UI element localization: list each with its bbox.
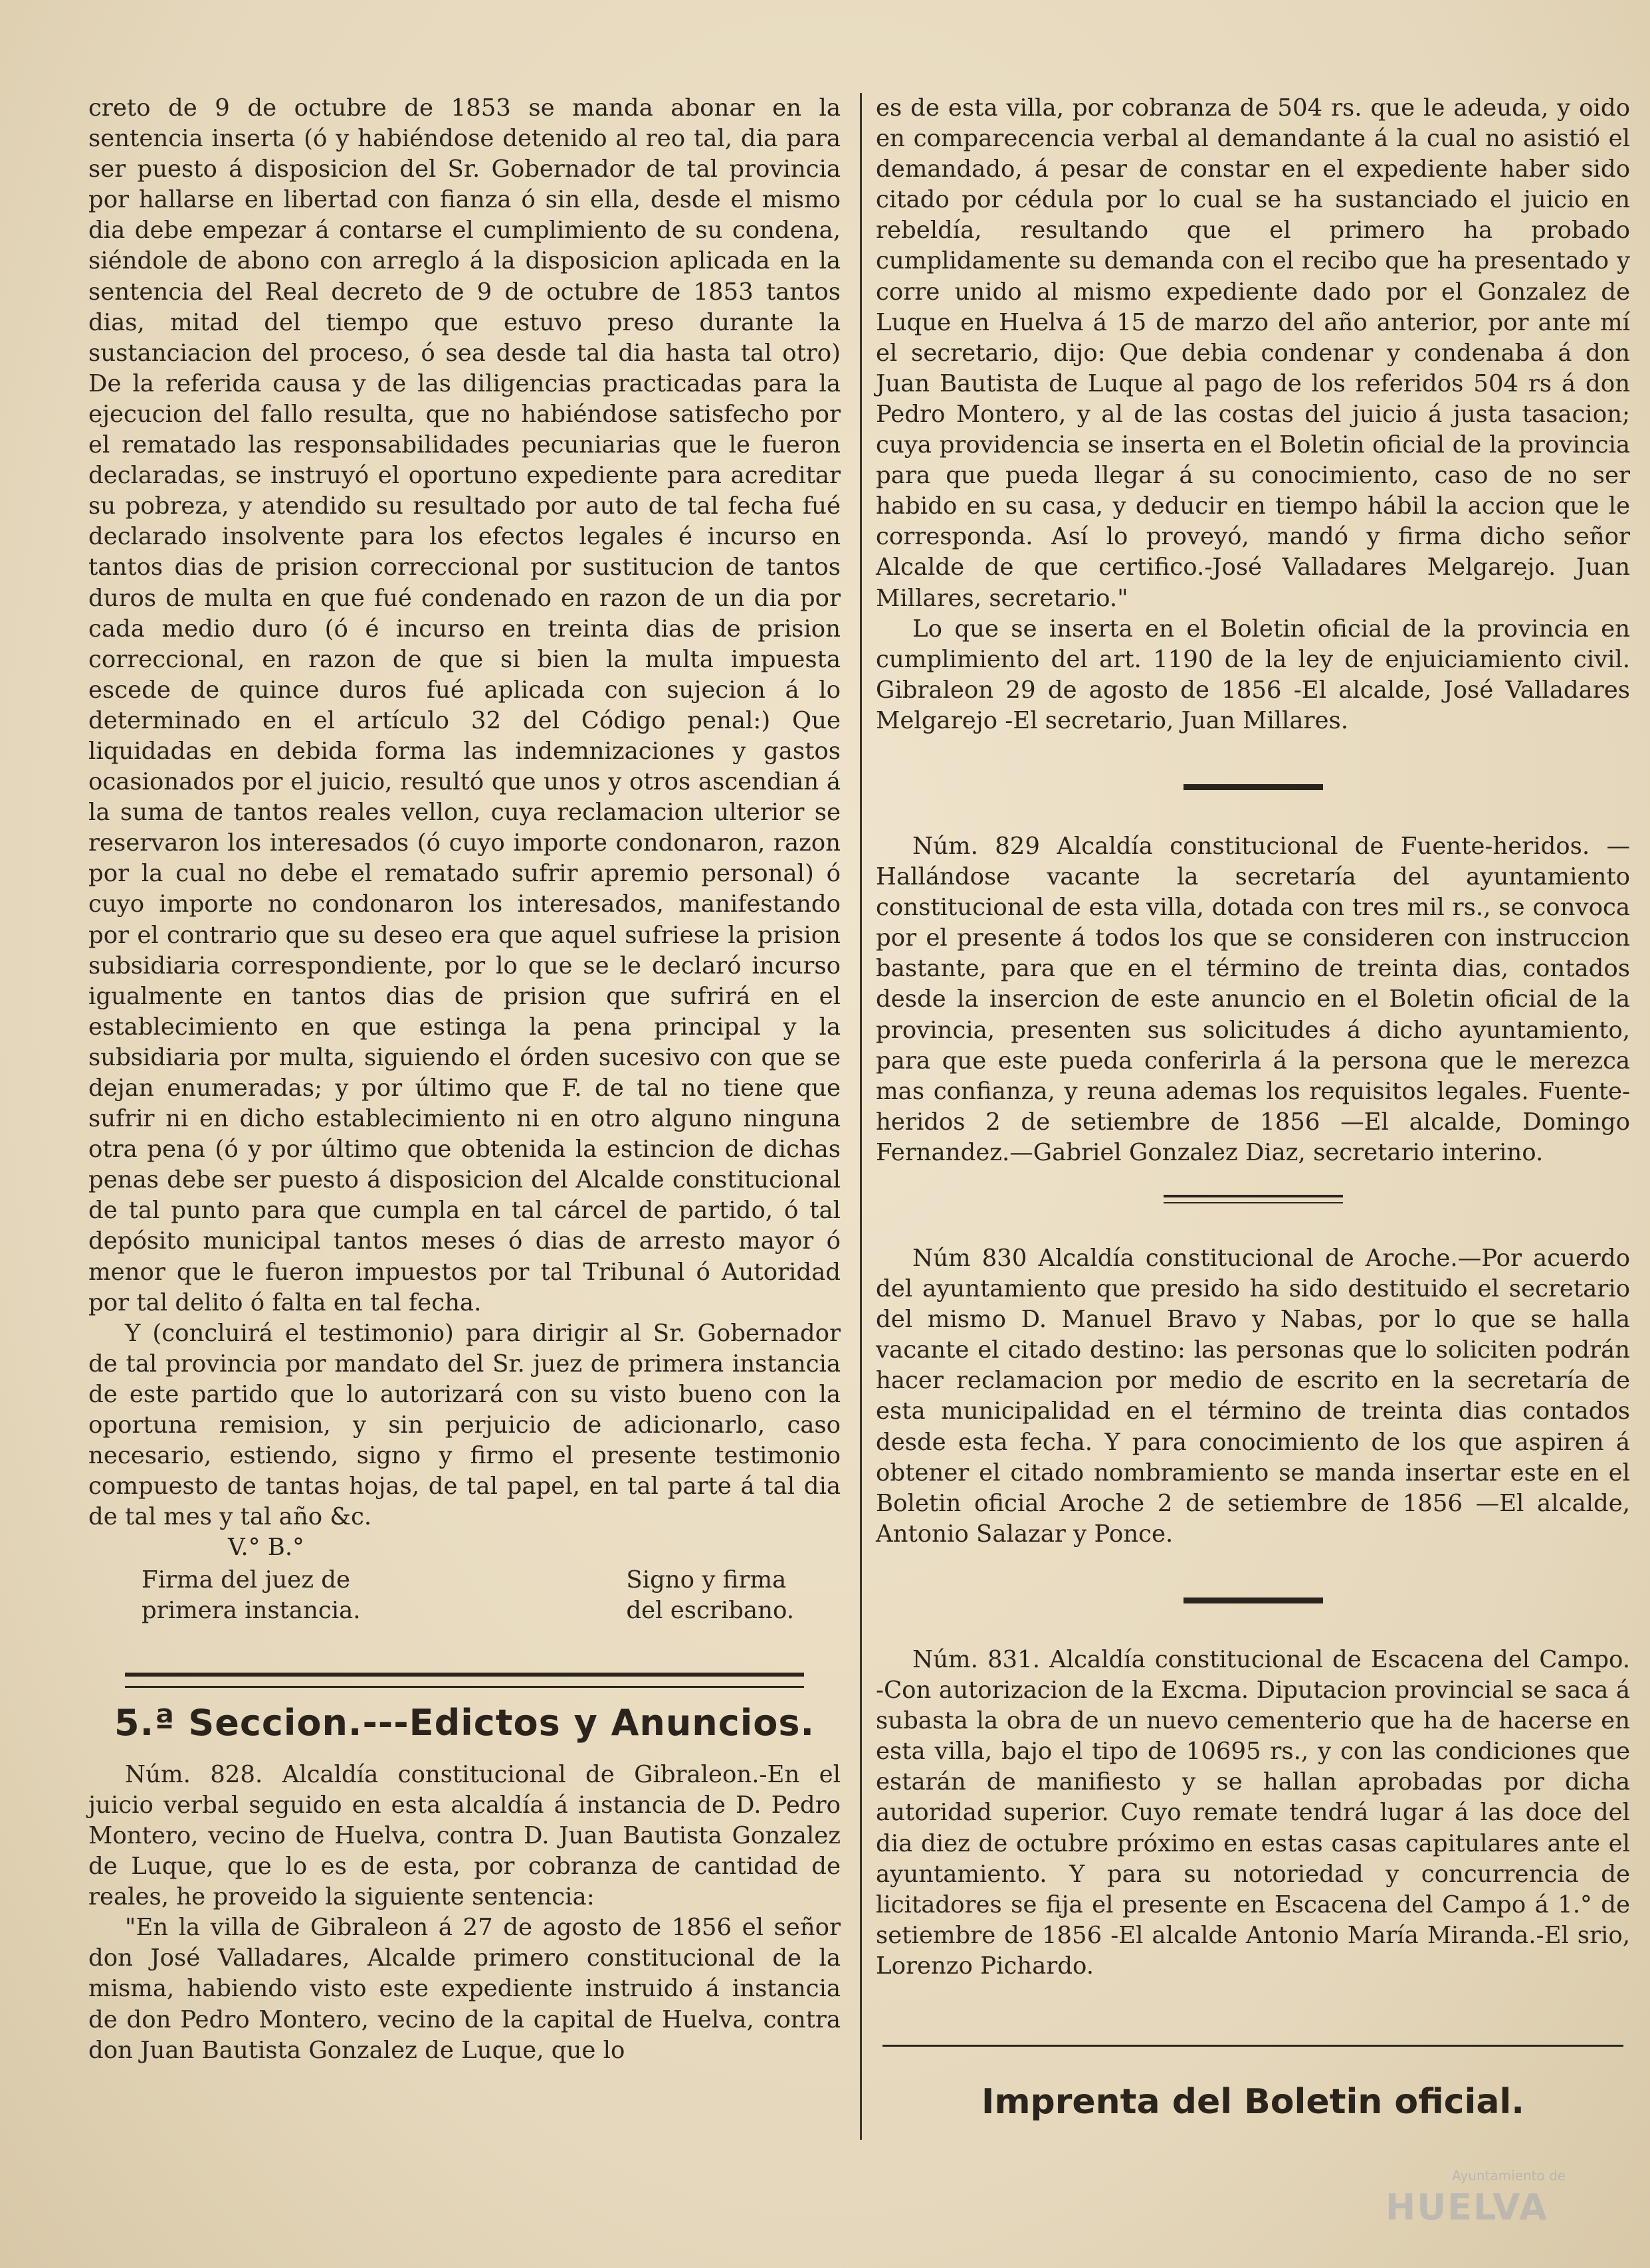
- archive-watermark: HUELVA: [1386, 2186, 1548, 2228]
- right-column: [876, 93, 1631, 2122]
- notice-number: Núm. 829: [912, 832, 1040, 860]
- signature-notary: [626, 1565, 794, 1626]
- body-paragraph: es de esta villa, por cobranza de 504 rs. que le adeuda, y oido en comparecencia verbal al demandante á la cual no asistió el demandado, á pesar de constar en el expediente haber sido citado por cédula por lo cual se ha sustanciado el juicio en rebeldía, resultando que el primero ha probado cumplidamente su demanda con el recibo que ha presentado y corre unido al mismo expediente dado por el Gonzalez de Luque en Huelva á 15 de marzo del año anterior, por ante mí el secretario, dijo: Que debia condenar y condenaba á don Juan Bautista de Luque al pago de los referidos 504 rs á don Pedro Montero, y al de las costas del juicio á justa tasacion; cuya providencia se inserta en el Boletin oficial de la provincia para que pueda llegar á su conocimiento, caso de no ser habido en su casa, y deducir en tiempo hábil la accion que le corresponda. Así lo proveyó, mandó y firma dicho señor Alcalde de que certifico.-José Valladares Melgarejo. Juan Millares, secretario.": [876, 94, 1630, 612]
- notice-text: Alcaldía constitucional de Fuente-heridos. —Hallándose vacante la secretaría del ayuntamiento constitucional de esta villa, dotada con tres mil rs., se convoca por el presente á todos los que se consideren con instruccion bastante, para que en el término de treinta dias, contados desde la insercion de este anuncio en el Boletin oficial de la provincia, presenten sus solicitudes á dicho ayuntamiento, para que este pueda conferirla á la persona que le merezca mas confianza, y reuna ademas los requisitos legales. Fuente-heridos 2 de setiembre de 1856 —El alcalde, Domingo Fernandez.—Gabriel Gonzalez Diaz, secretario interino.: [876, 832, 1631, 1166]
- signature-line: del escribano.: [626, 1596, 794, 1624]
- footer-divider: [882, 2045, 1623, 2047]
- notice-number: Núm. 831.: [912, 1645, 1041, 1673]
- notice-text: Alcaldía constitucional de Escacena del Campo. -Con autorizacion de la Excma. Diputacion provincial se saca á subasta la obra de un nuevo cementerio que ha de hacerse en esta villa, bajo el tipo de 10695 rs., y con las condiciones que estarán de manifiesto y se hallan aprobadas por dicha autoridad superior. Cuyo remate tendrá lugar á las doce del dia diez de octubre próximo en estas casas capitulares ante el ayuntamiento. Y para su notoriedad y concurrencia de licitadores se fija el presente en Escacena del Campo á 1.° de setiembre de 1856 -El alcalde Antonio María Miranda.-El srio, Lorenzo Pichardo.: [876, 1645, 1630, 1980]
- notice-text: Alcaldía constitucional de Gibraleon.-En el juicio verbal seguido en esta alcaldía á instancia de D. Pedro Montero, vecino de Huelva, contra D. Juan Bautista Gonzalez de Luque, que lo es de esta, por cobranza de cantidad de reales, he proveido la siguiente sentencia:: [88, 1760, 841, 1911]
- left-column: [88, 93, 841, 2066]
- watermark-subtitle: Ayuntamiento de: [1452, 2168, 1566, 2184]
- notice-829: [876, 831, 1630, 1168]
- section-divider: [125, 1673, 804, 1688]
- printer-imprint: Imprenta del Boletin oficial.: [981, 2081, 1524, 2122]
- notice-divider: [1164, 1195, 1343, 1203]
- notice-828: [88, 1760, 841, 1912]
- notice-number: Núm 830: [912, 1245, 1027, 1272]
- signature-judge: [142, 1565, 361, 1626]
- signature-block: [88, 1565, 841, 1626]
- column-divider: [860, 93, 862, 2140]
- signature-line: Firma del juez de: [142, 1566, 351, 1594]
- section-heading: 5.ª Seccion.---Edictos y Anuncios.: [114, 1701, 815, 1744]
- notice-number: Núm. 828.: [125, 1760, 263, 1788]
- visto-bueno: V.° B.°: [228, 1534, 304, 1562]
- signature-line: primera instancia.: [142, 1596, 361, 1624]
- body-paragraph: Y (concluirá el testimonio) para dirigir al Sr. Gobernador de tal provincia por mandato del Sr. juez de primera instancia de este partido que lo autorizará con su visto bueno con la oportuna remision, y sin perjuicio de adicionarlo, caso necesario, estiendo, signo y firmo el presente testimonio compuesto de tantas hojas, de tal papel, en tal parte á tal dia de tal mes y tal año &c.: [88, 1319, 841, 1531]
- body-paragraph: Lo que se inserta en el Boletin oficial de la provincia en cumplimiento del art. 1190 de la ley de enjuiciamiento civil. Gibraleon 29 de agosto de 1856 -El alcalde, José Valladares Melgarejo -El secretario, Juan Millares.: [876, 615, 1630, 734]
- notice-text: Alcaldía constitucional de Aroche.—Por acuerdo del ayuntamiento que presido ha sido destituido el secretario del mismo D. Manuel Bravo y Nabas, por lo que se halla vacante el citado destino: las personas que lo soliciten podrán hacer reclamacion por medio de escrito en la secretaría de esta municipalidad en el término de treinta dias contados desde esta fecha. Y para conocimiento de los que aspiren á obtener el citado nombramiento se manda insertar este en el Boletin oficial Aroche 2 de setiembre de 1856 —El alcalde, Antonio Salazar y Ponce.: [876, 1245, 1630, 1548]
- signature-line: Signo y firma: [626, 1566, 787, 1594]
- notice-divider: [1184, 784, 1323, 790]
- notice-divider: [1184, 1598, 1323, 1603]
- body-paragraph: creto de 9 de octubre de 1853 se manda abonar en la sentencia inserta (ó y habiéndose detenido al reo tal, dia para ser puesto á disposicion del Sr. Gobernador de tal provincia por hallarse en libertad con fianza ó sin ella, desde el mismo dia debe empezar á contarse el cumplimiento de su condena, siéndole de abono con arreglo á la disposicion aplicada en la sentencia del Real decreto de 9 de octubre de 1853 tantos dias, mitad del tiempo que estuvo preso durante la sustanciacion del proceso, ó sea desde tal dia hasta tal otro) De la referida causa y de las diligencias practicadas para la ejecucion del fallo resulta, que no habiéndose satisfecho por el rematado las responsabilidades pecuniarias que le fueron declaradas, se instruyó el oportuno expediente para acreditar su pobreza, y atendido su resultado por auto de tal fecha fué declarado insolvente para los efectos legales é incurso en tantos dias de prision correccional por sustitucion de tantos duros de multa en que fué condenado en razon de un dia por cada medio duro (ó é incurso en treinta dias de prision correccional, en razon de que si bien la multa impuesta escede de quince duros fué aplicada con sujecion á lo determinado en el artículo 32 del Código penal:) Que liquidadas en debida forma las indemnizaciones y gastos ocasionados por el juicio, resultó que unos y otros ascendian á la suma de tantos reales vellon, cuya reclamacion ulterior se reservaron los interesados (ó cuyo importe condonaron, razon por la cual no debe el rematado sufrir apremio personal) ó cuyo importe no condonaron los interesados, manifestando por el contrario que su deseo era que aquel sufriese la prision subsidiaria correspondiente, por lo que se le declaró incurso igualmente en tantos dias de prision que sufrirá en el establecimiento en que estinga la pena principal y la subsidiaria por multa, siguiendo el órden sucesivo con que se dejan enumeradas; y por último que F. de tal no tiene que sufrir ni en dicho establecimiento ni en otro alguno ninguna otra pena (ó y por último que obtenida la estincion de dichas penas debe ser puesto á disposicion del Alcalde constitucional de tal punto para que cumpla en tal cárcel de partido, ó tal depósito municipal tantos meses ó dias de arresto mayor ó menor que le fueron impuestos por tal Tribunal ó Autoridad por tal delito ó falta en tal fecha.: [88, 94, 841, 1316]
- sentence-quote: "En la villa de Gibraleon á 27 de agosto de 1856 el señor don José Valladares, Alcalde primero constitucional de la misma, habiendo visto este expediente instruido á instancia de don Pedro Montero, vecino de la capital de Huelva, contra don Juan Bautista Gonzalez de Luque, que lo: [88, 1914, 841, 2064]
- notice-830: [876, 1243, 1630, 1550]
- notice-831: [876, 1645, 1630, 1982]
